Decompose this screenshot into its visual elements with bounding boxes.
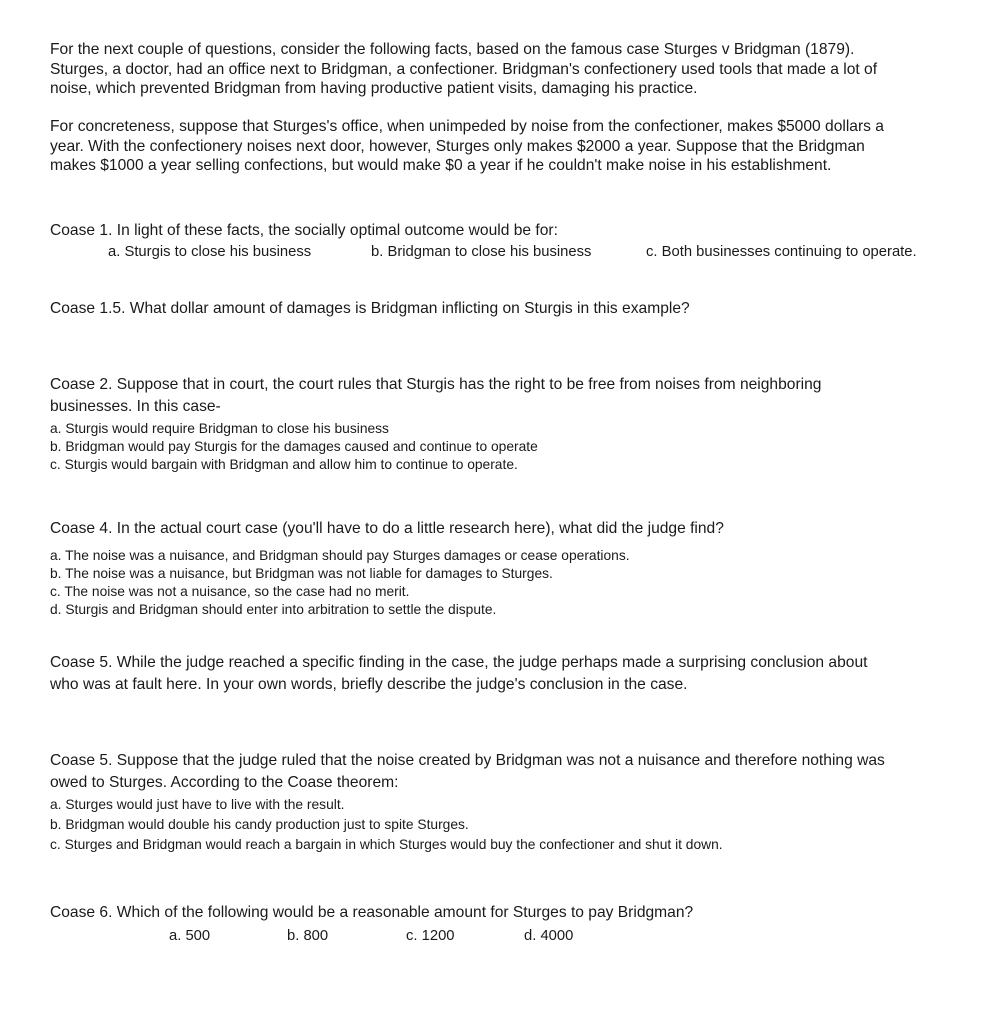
option-q2-a: a. Sturgis would require Bridgman to close his business	[50, 421, 389, 436]
option-q5-b: b. Bridgman would double his candy production just to spite Sturges.	[50, 817, 469, 832]
text-line: Coase 5. Suppose that the judge ruled that the noise created by Bridgman was not a nuisance and therefore nothing was	[50, 752, 885, 769]
text-line: owed to Sturges. According to the Coase theorem:	[50, 774, 399, 791]
question-coase-1-5: Coase 1.5. What dollar amount of damages is Bridgman inflicting on Sturgis in this example?	[50, 300, 690, 317]
option-q2-b: b. Bridgman would pay Sturgis for the damages caused and continue to operate	[50, 439, 538, 454]
text-line: Coase 5. While the judge reached a specific finding in the case, the judge perhaps made a surprising conclusion about	[50, 654, 868, 671]
question-coase-5-theorem	[50, 750, 885, 794]
option-q4-d: d. Sturgis and Bridgman should enter into arbitration to settle the dispute.	[50, 602, 497, 617]
text-line: businesses. In this case-	[50, 398, 221, 415]
options-q2	[50, 420, 538, 474]
question-coase-4: Coase 4. In the actual court case (you'll have to do a little research here), what did the judge find?	[50, 520, 724, 537]
options-q4	[50, 547, 630, 619]
question-coase-5-judge-conclusion	[50, 652, 867, 696]
option-q1-a: a. Sturgis to close his business	[108, 244, 312, 260]
text-line: Sturges, a doctor, had an office next to Bridgman, a confectioner. Bridgman's confectionery used tools that made a lot of	[50, 60, 878, 78]
option-q5-c: c. Sturges and Bridgman would reach a bargain in which Sturges would buy the confectioner and shut it down.	[50, 837, 723, 852]
text-line: For concreteness, suppose that Sturges's office, when unimpeded by noise from the confectioner, makes $5000 dollars a	[50, 118, 884, 135]
question-coase-1: Coase 1. In light of these facts, the socially optimal outcome would be for:	[50, 222, 558, 239]
option-q2-c: c. Sturgis would bargain with Bridgman and allow him to continue to operate.	[50, 457, 518, 472]
options-q5	[50, 795, 723, 855]
option-q6-b: b. 800	[287, 928, 329, 944]
option-q1-c: c. Both businesses continuing to operate.	[646, 244, 917, 260]
text-line: year. With the confectionery noises next door, however, Sturges only makes $2000 a year. Suppose that the Bridgman	[50, 137, 865, 155]
intro-paragraph-2	[50, 117, 884, 176]
option-q1-b: b. Bridgman to close his business	[371, 244, 592, 260]
option-q6-a: a. 500	[169, 928, 211, 944]
option-q4-a: a. The noise was a nuisance, and Bridgman should pay Sturges damages or cease operations.	[50, 548, 630, 563]
option-q4-b: b. The noise was a nuisance, but Bridgman was not liable for damages to Sturges.	[50, 566, 553, 581]
text-line: noise, which prevented Bridgman from having productive patient visits, damaging his practice.	[50, 80, 698, 97]
text-line: For the next couple of questions, consider the following facts, based on the famous case Sturges v Bridgman (1879).	[50, 41, 855, 58]
intro-paragraph-1	[50, 40, 877, 99]
option-q6-d: d. 4000	[524, 928, 574, 944]
text-line: Coase 2. Suppose that in court, the court rules that Sturgis has the right to be free from noises from neighboring	[50, 376, 822, 393]
option-q4-c: c. The noise was not a nuisance, so the case had no merit.	[50, 584, 410, 599]
text-line: who was at fault here. In your own words, briefly describe the judge's conclusion in the case.	[50, 676, 688, 693]
option-q6-c: c. 1200	[406, 928, 455, 944]
text-line: makes $1000 a year selling confections, but would make $0 a year if he couldn't make noise in his establishment.	[50, 157, 832, 174]
option-q5-a: a. Sturges would just have to live with the result.	[50, 797, 345, 812]
question-coase-6: Coase 6. Which of the following would be a reasonable amount for Sturges to pay Bridgman?	[50, 904, 694, 921]
question-coase-2	[50, 374, 821, 418]
